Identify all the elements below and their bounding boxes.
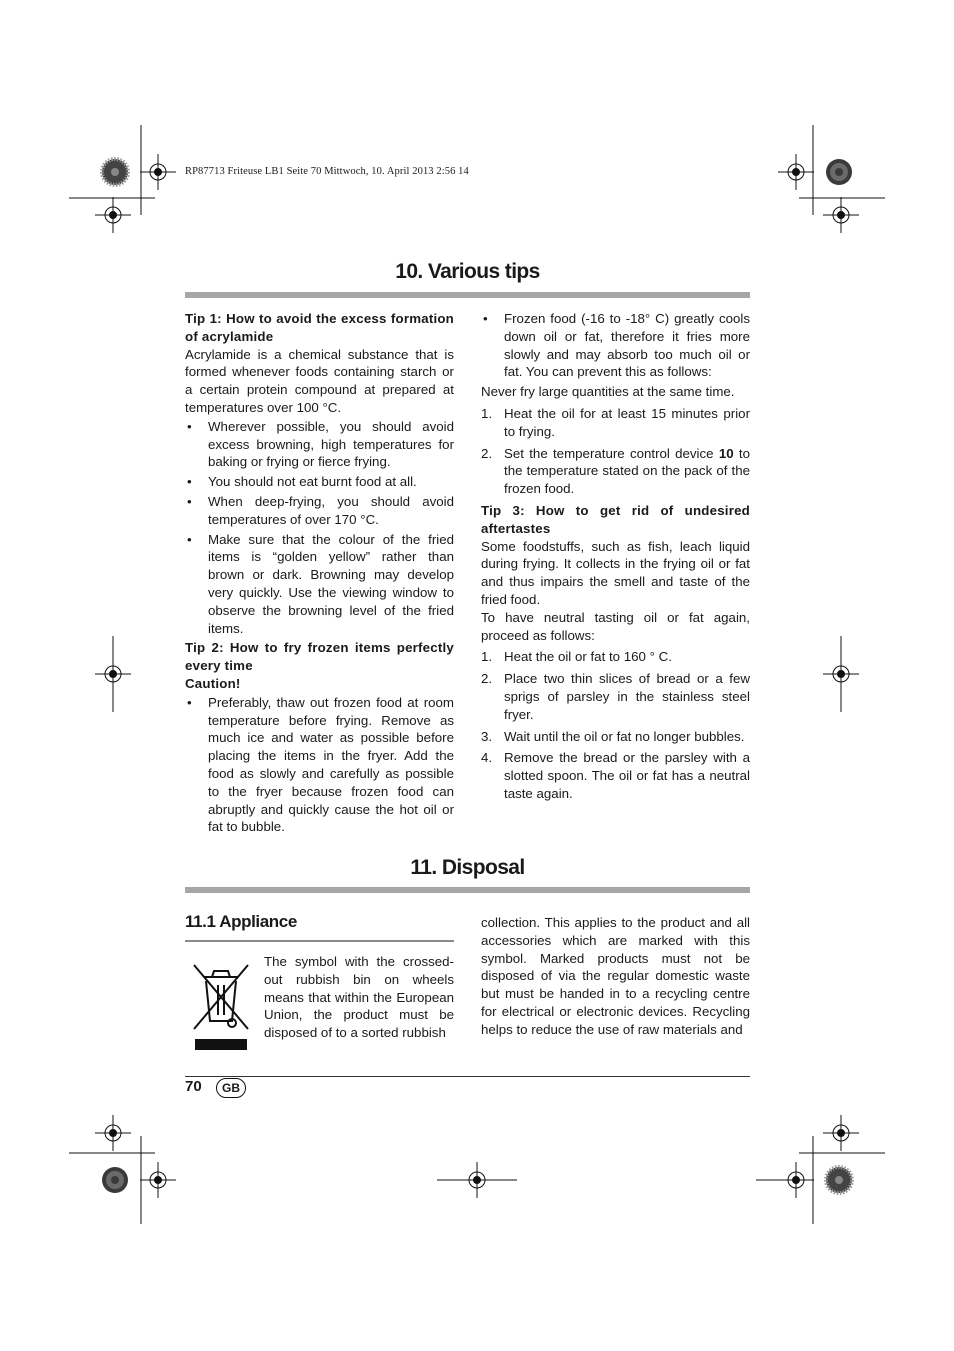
section-rule xyxy=(185,292,750,298)
subsection-rule xyxy=(185,940,454,942)
list-item: 1. Heat the oil or fat to 160 ° C. xyxy=(481,649,672,665)
list-item: • You should not eat burnt food at all. xyxy=(187,474,417,490)
list-item: 3. Wait until the oil or fat no longer bubbles. xyxy=(481,728,745,744)
language-badge: GB xyxy=(216,1078,246,1098)
tip3-heading: Tip 3: How to get rid of undesired aftertastes xyxy=(481,502,750,536)
list-item: 4. Remove the bread or the parsley with a slotted spoon. The oil or fat has a neutral taste again. xyxy=(481,750,750,801)
right-column xyxy=(481,310,750,805)
disposal-text: collection. This applies to the product and all accessories which are marked with this symbol. Marked products must not be disposed of via the regular domestic waste but must be handed in to a recycling centre for electrical or electronic devices. Recycling helps to reduce the use of raw materials and xyxy=(481,915,750,1037)
bin-symbol-text: The symbol with the crossed-out rubbish bin on wheels means that within the European Union, the product must be disposed of to a sorted rubbish xyxy=(264,954,454,1041)
list-item: 1. Heat the oil for at least 15 minutes prior to frying. xyxy=(481,405,750,439)
page-number: 70 xyxy=(185,1078,202,1095)
section-title-disposal: 11. Disposal xyxy=(410,856,525,879)
tip1-intro: Acrylamide is a chemical substance that is formed whenever foods containing starch or a certain protein compound at prepared at temperatures over 100 °C. xyxy=(185,346,454,415)
section-title-various-tips: 10. Various tips xyxy=(395,260,540,283)
tip3-intro: Some foodstuffs, such as fish, leach liquid during frying. It collects in the frying oil or fat and thus impairs the smell and taste of the fried food. xyxy=(481,538,750,607)
list-item: • Wherever possible, you should avoid excess browning, high temperatures for baking or frying or fierce frying. xyxy=(187,418,454,470)
list-item: • Frozen food (-16 to -18° C) greatly cools down oil or fat, therefore it fries more slowly and may absorb too much oil or fat. You can prevent this as follows: xyxy=(483,311,750,380)
section-rule xyxy=(185,887,750,893)
never-fry-note: Never fry large quantities at the same time. xyxy=(481,384,735,400)
left-column xyxy=(185,310,454,838)
tip2-heading: Tip 2: How to fry frozen items perfectly every time xyxy=(185,640,454,674)
caution-label: Caution! xyxy=(185,675,241,691)
list-item: 2. Place two thin slices of bread or a few sprigs of parsley in the stainless steel fryer. xyxy=(481,671,750,722)
list-item: • Preferably, thaw out frozen food at room temperature before frying. Remove as much ice and water as possible before placing the items in the fryer. Add the food as slowly and carefully as possible to the fryer because frozen food can abruptly and quickly cause the hot oil or fat to bubble. xyxy=(187,694,454,835)
footer-rule xyxy=(185,1076,750,1077)
weee-bin-icon xyxy=(190,957,252,1051)
list-item: • When deep-frying, you should avoid temperatures of over 170 °C. xyxy=(187,493,454,527)
print-meta: RP87713 Friteuse LB1 Seite 70 Mittwoch, 10. April 2013 2:56 14 xyxy=(185,166,469,177)
subsection-title-appliance: 11.1 Appliance xyxy=(185,912,297,931)
tip1-heading: Tip 1: How to avoid the excess formation of acrylamide xyxy=(185,311,454,344)
control-device-ref: 10 xyxy=(718,445,734,461)
tip3-lead: To have neutral tasting oil or fat again, proceed as follows: xyxy=(481,609,750,643)
list-item: • Make sure that the colour of the fried items is “golden yellow” rather than brown or dark. Browning may develop very quickly. Use the viewing window to observe the browning level of the fried items. xyxy=(187,531,454,636)
disposal-right-column xyxy=(481,914,750,1039)
list-item: 2. Set the temperature control device 10 to the temperature stated on the pack of the frozen food. xyxy=(481,445,750,497)
